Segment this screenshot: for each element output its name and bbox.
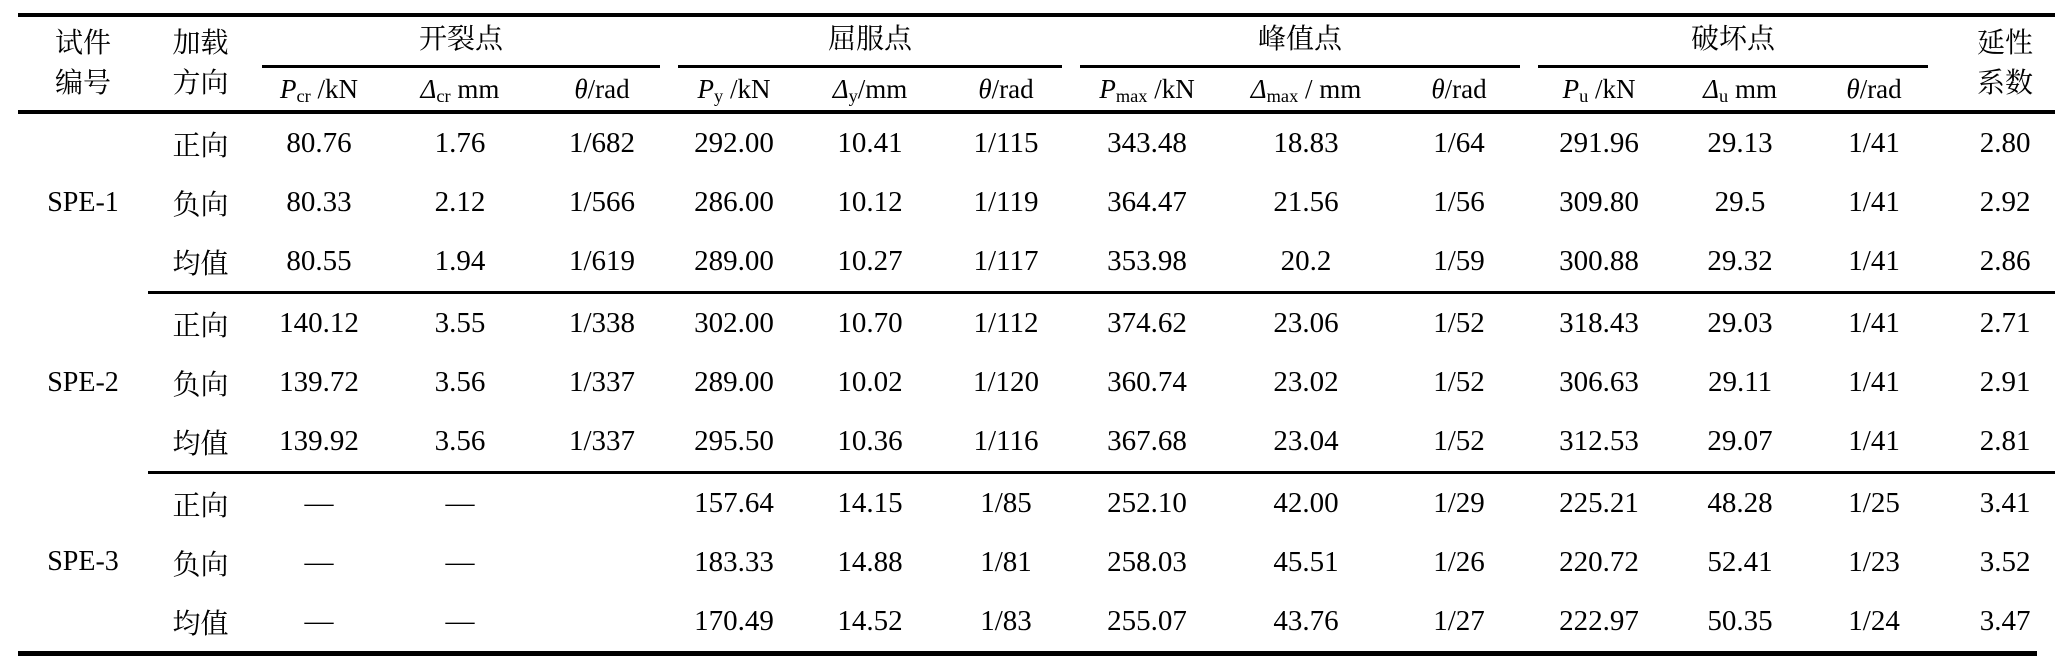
- data-cell: 139.92: [253, 412, 385, 473]
- direction-cell: 正向: [172, 130, 229, 162]
- data-cell: 3.56: [385, 412, 535, 473]
- data-cell: 1/52: [1389, 412, 1529, 473]
- data-cell: 258.03: [1107, 546, 1187, 578]
- data-cell: 360.74: [1107, 366, 1187, 398]
- group-header-yield-point: [669, 15, 1071, 68]
- specimen-cell: SPE-2: [47, 366, 119, 398]
- data-cell: 23.02: [1273, 366, 1339, 398]
- data-cell: 80.76: [286, 127, 352, 159]
- data-cell: 29.5: [1714, 186, 1766, 218]
- data-cell: 183.33: [694, 546, 774, 578]
- group-header-failure-point: [1529, 15, 1937, 68]
- data-cell: 1/64: [1433, 127, 1485, 159]
- col-header-direction-line1: 加载: [172, 27, 229, 59]
- data-cell: 1/41: [1848, 307, 1900, 339]
- col-header-ductility-line2: 系数: [1977, 67, 2034, 99]
- data-cell: —: [445, 605, 475, 637]
- data-cell: 1.76: [434, 127, 486, 159]
- data-cell: 1/52: [1433, 307, 1485, 339]
- col-header-du: $\Delta_u$ mm: [1669, 68, 1811, 112]
- data-cell: 222.97: [1559, 605, 1639, 637]
- data-cell: 2.12: [434, 186, 486, 218]
- data-cell: 1/117: [941, 232, 1071, 293]
- data-cell: 1/338: [568, 307, 636, 339]
- data-cell: 353.98: [1071, 232, 1223, 293]
- data-cell: 14.15: [837, 487, 903, 519]
- col-header-theta-cr: θ/rad: [535, 68, 669, 112]
- data-cell: 3.47: [1979, 605, 2031, 637]
- col-header-dmax: $\Delta_{max}$ / mm: [1223, 68, 1389, 112]
- data-cell: 292.00: [694, 127, 774, 159]
- data-cell: [535, 592, 669, 651]
- data-cell: 374.62: [1107, 307, 1187, 339]
- data-cell: 2.71: [1979, 307, 2031, 339]
- data-cell: 309.80: [1559, 186, 1639, 218]
- col-header-specimen: [18, 15, 148, 112]
- data-cell: 10.02: [837, 366, 903, 398]
- data-cell: 255.07: [1107, 605, 1187, 637]
- data-cell: 1/59: [1389, 232, 1529, 293]
- data-cell: 300.88: [1529, 232, 1669, 293]
- data-cell: 45.51: [1273, 546, 1339, 578]
- direction-cell: 均值: [172, 608, 229, 640]
- table-body: [18, 112, 2055, 651]
- data-cell: 2.80: [1979, 127, 2031, 159]
- col-header-direction-line2: 方向: [172, 67, 229, 99]
- data-cell: 52.41: [1707, 546, 1773, 578]
- data-cell: 10.41: [837, 127, 903, 159]
- data-cell: 1/56: [1433, 186, 1485, 218]
- data-cell: 1/120: [972, 366, 1040, 398]
- data-cell: 1/337: [535, 412, 669, 473]
- group-header-row: [18, 15, 2055, 68]
- data-cell: 318.43: [1559, 307, 1639, 339]
- col-header-pcr: $P_{cr}$ /kN: [253, 68, 385, 112]
- data-cell: 14.52: [837, 605, 903, 637]
- data-cell: 367.68: [1071, 412, 1223, 473]
- data-cell: 1.94: [385, 232, 535, 293]
- table-row: [18, 412, 2055, 473]
- data-cell: 364.47: [1107, 186, 1187, 218]
- col-header-theta-y: θ/rad: [941, 68, 1071, 112]
- data-cell: 1/112: [973, 307, 1039, 339]
- direction-cell: 负向: [172, 369, 229, 401]
- data-cell: 140.12: [279, 307, 359, 339]
- data-cell: 43.76: [1273, 605, 1339, 637]
- data-cell: 18.83: [1273, 127, 1339, 159]
- data-cell: 1/25: [1848, 487, 1900, 519]
- data-cell: 252.10: [1107, 487, 1187, 519]
- data-cell: 29.07: [1669, 412, 1811, 473]
- data-cell: 1/85: [980, 487, 1032, 519]
- data-cell: 14.88: [837, 546, 903, 578]
- data-cell: 312.53: [1529, 412, 1669, 473]
- data-cell: 1/52: [1433, 366, 1485, 398]
- data-cell: —: [445, 546, 475, 578]
- table-bottom-rule-thick: [18, 651, 2037, 656]
- group-header-peak-point: [1071, 15, 1529, 68]
- table-row: [18, 353, 2055, 412]
- data-cell: 1/115: [973, 127, 1039, 159]
- data-cell: 2.92: [1979, 186, 2031, 218]
- data-cell: 10.12: [837, 186, 903, 218]
- data-cell: 1/29: [1433, 487, 1485, 519]
- table-row: [18, 232, 2055, 293]
- data-cell: 1/116: [941, 412, 1071, 473]
- data-cell: 343.48: [1107, 127, 1187, 159]
- table-row: [18, 112, 2055, 173]
- data-cell: 29.32: [1669, 232, 1811, 293]
- data-cell: 170.49: [694, 605, 774, 637]
- direction-cell: 均值: [148, 232, 253, 293]
- data-cell: 3.55: [434, 307, 486, 339]
- data-cell: 306.63: [1559, 366, 1639, 398]
- col-header-py: $P_y$ /kN: [669, 68, 799, 112]
- table-row: [18, 592, 2055, 651]
- data-cell: 1/41: [1848, 366, 1900, 398]
- data-cell: [535, 533, 669, 592]
- data-cell: 302.00: [694, 307, 774, 339]
- data-cell: 10.36: [799, 412, 941, 473]
- data-cell: 80.55: [253, 232, 385, 293]
- data-cell: 291.96: [1559, 127, 1639, 159]
- data-cell: 139.72: [279, 366, 359, 398]
- data-cell: 1/41: [1811, 232, 1937, 293]
- table-header: [18, 15, 2055, 112]
- col-header-theta-max: θ/rad: [1389, 68, 1529, 112]
- specimen-cell: SPE-1: [47, 187, 119, 219]
- group-header-cracking-label: 开裂点: [262, 17, 660, 68]
- data-cell: 80.33: [286, 186, 352, 218]
- data-cell: 225.21: [1559, 487, 1639, 519]
- data-cell: 50.35: [1707, 605, 1773, 637]
- col-header-dcr: $\Delta_{cr}$ mm: [385, 68, 535, 112]
- direction-cell: 正向: [172, 490, 229, 522]
- data-cell: 1/337: [568, 366, 636, 398]
- data-cell: 20.2: [1223, 232, 1389, 293]
- data-cell: 1/619: [535, 232, 669, 293]
- group-header-cracking-point: [253, 15, 669, 68]
- data-cell: 1/41: [1848, 127, 1900, 159]
- direction-cell: 正向: [172, 310, 229, 342]
- data-cell: —: [445, 487, 475, 519]
- data-cell: 29.03: [1707, 307, 1773, 339]
- data-cell: 3.41: [1979, 487, 2031, 519]
- table-row: [18, 293, 2055, 354]
- data-cell: 295.50: [669, 412, 799, 473]
- data-cell: 42.00: [1273, 487, 1339, 519]
- data-cell: 23.04: [1223, 412, 1389, 473]
- data-cell: 1/27: [1433, 605, 1485, 637]
- direction-cell: 均值: [148, 412, 253, 473]
- page: [0, 13, 2055, 659]
- col-header-ductility-line1: 延性: [1977, 27, 2034, 59]
- data-cell: 286.00: [694, 186, 774, 218]
- direction-cell: 负向: [172, 189, 229, 221]
- group-header-failure-label: 破坏点: [1538, 17, 1928, 68]
- data-cell: 1/81: [980, 546, 1032, 578]
- data-cell: 3.56: [434, 366, 486, 398]
- data-cell: 21.56: [1273, 186, 1339, 218]
- data-cell: 1/26: [1433, 546, 1485, 578]
- data-cell: 29.11: [1707, 366, 1773, 398]
- data-cell: [535, 473, 669, 534]
- data-cell: 1/83: [980, 605, 1032, 637]
- data-cell: 10.70: [837, 307, 903, 339]
- data-cell: 1/682: [568, 127, 636, 159]
- data-cell: 1/119: [973, 186, 1039, 218]
- data-cell: 220.72: [1559, 546, 1639, 578]
- table-row: [18, 473, 2055, 534]
- table-row: [18, 533, 2055, 592]
- data-cell: —: [304, 487, 334, 519]
- data-cell: 157.64: [694, 487, 774, 519]
- col-header-ductility: [1937, 15, 2055, 112]
- data-cell: —: [304, 605, 334, 637]
- data-cell: 10.27: [799, 232, 941, 293]
- direction-cell: 负向: [172, 549, 229, 581]
- data-cell: 289.00: [694, 366, 774, 398]
- data-cell: 2.81: [1937, 412, 2055, 473]
- col-header-pmax: $P_{max}$ /kN: [1071, 68, 1223, 112]
- data-cell: —: [304, 546, 334, 578]
- crop-artifact-mark: [777, 13, 803, 17]
- data-cell: 1/566: [568, 186, 636, 218]
- data-cell: 1/41: [1811, 412, 1937, 473]
- data-cell: 1/41: [1848, 186, 1900, 218]
- data-cell: 1/24: [1848, 605, 1900, 637]
- data-cell: 289.00: [669, 232, 799, 293]
- col-header-specimen-line2: 编号: [54, 67, 111, 99]
- col-header-dy: $\Delta_y/mm$: [799, 68, 941, 112]
- data-cell: 29.13: [1707, 127, 1773, 159]
- col-header-specimen-line1: 试件: [54, 27, 111, 59]
- table-row: [18, 173, 2055, 232]
- data-cell: 2.86: [1937, 232, 2055, 293]
- group-header-yield-label: 屈服点: [678, 17, 1062, 68]
- test-results-table: [18, 13, 2055, 651]
- col-header-direction: [148, 15, 253, 112]
- col-header-theta-u: θ/rad: [1811, 68, 1937, 112]
- data-cell: 2.91: [1979, 366, 2031, 398]
- specimen-cell: SPE-3: [47, 545, 119, 577]
- data-cell: 48.28: [1707, 487, 1773, 519]
- data-cell: 1/23: [1848, 546, 1900, 578]
- data-cell: 3.52: [1979, 546, 2031, 578]
- sub-header-row: [18, 68, 2055, 112]
- col-header-pu: $P_u$ /kN: [1529, 68, 1669, 112]
- data-cell: 23.06: [1273, 307, 1339, 339]
- group-header-peak-label: 峰值点: [1080, 17, 1520, 68]
